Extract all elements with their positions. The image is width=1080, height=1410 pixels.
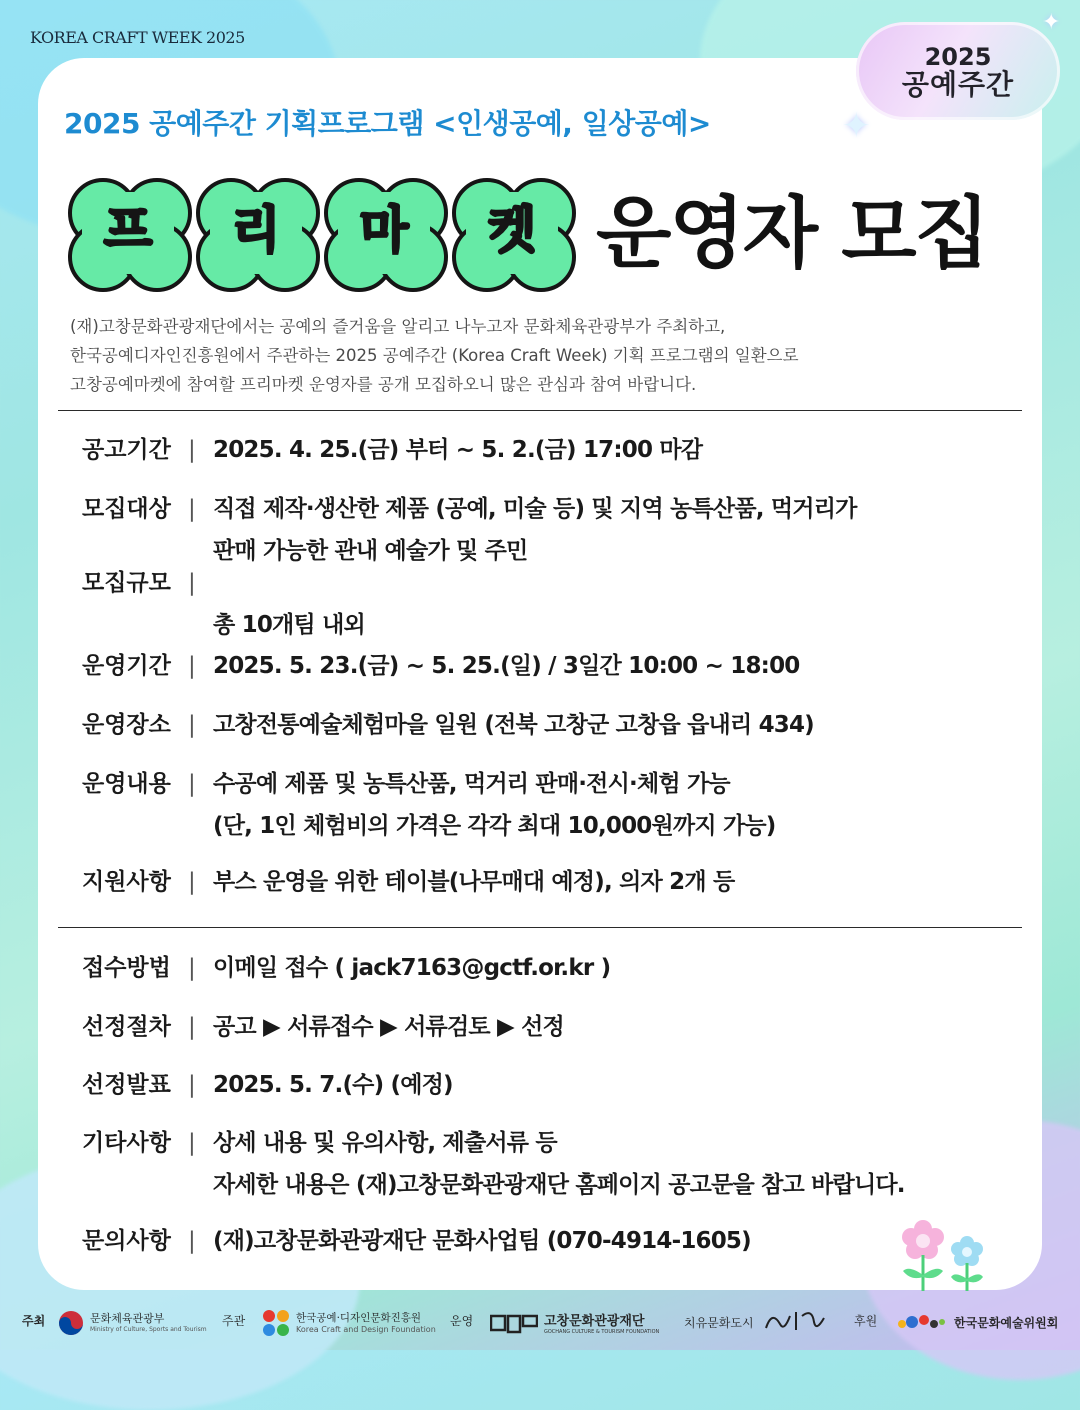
label-separator: | bbox=[188, 712, 196, 738]
info-value-line: 상세 내용 및 유의사항, 제출서류 등 bbox=[213, 1130, 557, 1156]
info-value-line: 판매 가능한 관내 예술가 및 주민 bbox=[213, 538, 528, 564]
sponsor-name: 한국문화예술위원회 bbox=[954, 1316, 1059, 1330]
info-label: 운영내용 bbox=[82, 771, 171, 797]
host-sub: Ministry of Culture, Sports and Tourism bbox=[90, 1326, 207, 1333]
healing-city-logo: 치유문화도시 bbox=[684, 1316, 754, 1330]
info-label: 공고기간 bbox=[82, 437, 171, 463]
info-value-line bbox=[213, 563, 365, 603]
info-value bbox=[213, 764, 776, 848]
info-value-line: 공고 ▶ 서류접수 ▶ 서류검토 ▶ 선정 bbox=[213, 1014, 564, 1040]
host-name: 문화체육관광부 bbox=[90, 1312, 165, 1325]
divider bbox=[58, 410, 1022, 411]
organizer-name: 한국공예·디자인문화진흥원 bbox=[296, 1312, 422, 1324]
arts-council-icon bbox=[896, 1312, 948, 1332]
label-separator: | bbox=[188, 437, 196, 463]
program-subtitle: 2025 공예주간 기획프로그램 <인생공예, 일상공예> bbox=[64, 107, 711, 140]
info-label: 문의사항 bbox=[82, 1228, 171, 1254]
label-separator: | bbox=[188, 496, 196, 522]
organizer-sub: Korea Craft and Design Foundation bbox=[296, 1325, 436, 1334]
info-label: 접수방법 bbox=[82, 955, 171, 981]
event-badge bbox=[856, 22, 1060, 120]
info-label: 선정절차 bbox=[82, 1014, 171, 1040]
main-title: 운영자 모집 bbox=[596, 189, 988, 279]
info-value-line: 이메일 접수 ( jack7163@gctf.or.kr ) bbox=[213, 955, 611, 981]
intro-line: 고창공예마켓에 참여할 프리마켓 운영자를 공개 모집하오니 많은 관심과 참여 바랍니다. bbox=[70, 375, 697, 394]
clover-char: 프 bbox=[103, 201, 153, 259]
label-separator: | bbox=[188, 1228, 196, 1254]
intro-line: (재)고창문화관광재단에서는 공예의 즐거움을 알리고 나누고자 문화체육관광부가 주최하고, bbox=[70, 317, 726, 336]
sponsor-label: 후원 bbox=[854, 1314, 878, 1328]
info-value-line: 2025. 4. 25.(금) 부터 ~ 5. 2.(금) 17:00 마감 bbox=[213, 437, 703, 463]
info-label: 지원사항 bbox=[82, 869, 171, 895]
info-value bbox=[213, 489, 857, 573]
info-value-line: (재)고창문화관광재단 문화사업팀 (070-4914-1605) bbox=[213, 1228, 751, 1254]
badge-name: 공예주간 bbox=[901, 68, 1015, 101]
craft-foundation-icon bbox=[260, 1308, 292, 1338]
info-value-line: 2025. 5. 23.(금) ~ 5. 25.(일) / 3일간 10:00 ~ 18:00 bbox=[213, 653, 800, 679]
label-separator: | bbox=[188, 955, 196, 981]
info-value bbox=[213, 430, 702, 470]
clover-char: 켓 bbox=[487, 201, 537, 259]
info-value-line: 수공예 제품 및 농특산품, 먹거리 판매·전시·체험 가능 bbox=[213, 771, 730, 797]
info-value-line: 총 10개팀 내외 bbox=[213, 612, 365, 638]
badge-year: 2025 bbox=[924, 43, 992, 71]
divider bbox=[58, 927, 1022, 928]
info-value bbox=[213, 862, 734, 902]
label-separator: | bbox=[188, 1072, 196, 1098]
operator-name: 고창문화관광재단 bbox=[544, 1314, 645, 1329]
info-value bbox=[213, 1123, 905, 1207]
host-label: 주최 bbox=[22, 1314, 46, 1328]
info-label: 기타사항 bbox=[82, 1130, 171, 1156]
info-label: 운영기간 bbox=[82, 653, 171, 679]
clover-letter bbox=[68, 178, 188, 288]
intro-line: 한국공예디자인진흥원에서 주관하는 2025 공예주간 (Korea Craft Week) 기획 프로그램의 일환으로 bbox=[70, 346, 799, 365]
info-value bbox=[213, 705, 814, 745]
label-separator: | bbox=[188, 570, 196, 596]
info-value bbox=[213, 1221, 751, 1261]
info-value bbox=[213, 948, 610, 988]
event-topline: KOREA CRAFT WEEK 2025 bbox=[30, 28, 245, 47]
clover-letter bbox=[452, 178, 572, 288]
sparkle-icon: ✦ bbox=[842, 106, 871, 146]
intro-paragraph bbox=[70, 312, 970, 399]
taegeuk-icon bbox=[58, 1310, 84, 1336]
info-value-line: 자세한 내용은 (재)고창문화관광재단 홈페이지 공고문을 참고 바랍니다. bbox=[213, 1172, 905, 1198]
info-label: 모집대상 bbox=[82, 496, 171, 522]
info-label: 운영장소 bbox=[82, 712, 171, 738]
info-value-line: 고창전통예술체험마을 일원 (전북 고창군 고창읍 읍내리 434) bbox=[213, 712, 814, 738]
operator-sub: GOCHANG CULTURE & TOURISM FOUNDATION bbox=[544, 1329, 660, 1335]
gochang-foundation-icon bbox=[490, 1314, 538, 1334]
info-value bbox=[213, 1065, 453, 1105]
operator-logo-text bbox=[544, 1310, 659, 1335]
clover-letter bbox=[324, 178, 444, 288]
organizer-logo-text bbox=[296, 1310, 436, 1334]
label-separator: | bbox=[188, 653, 196, 679]
info-value-line: 부스 운영을 위한 테이블(나무매대 예정), 의자 2개 등 bbox=[213, 869, 735, 895]
info-value bbox=[213, 646, 799, 686]
label-separator: | bbox=[188, 771, 196, 797]
clover-char: 마 bbox=[359, 201, 409, 259]
info-value-line: 2025. 5. 7.(수) (예정) bbox=[213, 1072, 453, 1098]
info-value-line: (단, 1인 체험비의 가격은 각각 최대 10,000원까지 가능) bbox=[213, 813, 776, 839]
gochang-script-icon bbox=[762, 1306, 828, 1336]
info-value-line: 직접 제작·생산한 제품 (공예, 미술 등) 및 지역 농특산품, 먹거리가 bbox=[213, 496, 857, 522]
sparkle-icon: ✦ bbox=[1042, 10, 1061, 35]
footer-logos bbox=[0, 1300, 1080, 1350]
clover-char: 리 bbox=[231, 201, 281, 259]
organizer-label: 주관 bbox=[222, 1314, 246, 1328]
label-separator: | bbox=[188, 1130, 196, 1156]
host-group bbox=[22, 1312, 45, 1329]
host-logo-text bbox=[90, 1310, 207, 1333]
flower-illustration bbox=[895, 1215, 995, 1295]
clover-letter bbox=[196, 178, 316, 288]
info-value bbox=[213, 1007, 564, 1047]
label-separator: | bbox=[188, 1014, 196, 1040]
info-label: 선정발표 bbox=[82, 1072, 171, 1098]
operator-label: 운영 bbox=[450, 1314, 474, 1328]
label-separator: | bbox=[188, 869, 196, 895]
info-label: 모집규모 bbox=[82, 570, 171, 596]
info-value bbox=[213, 563, 365, 647]
